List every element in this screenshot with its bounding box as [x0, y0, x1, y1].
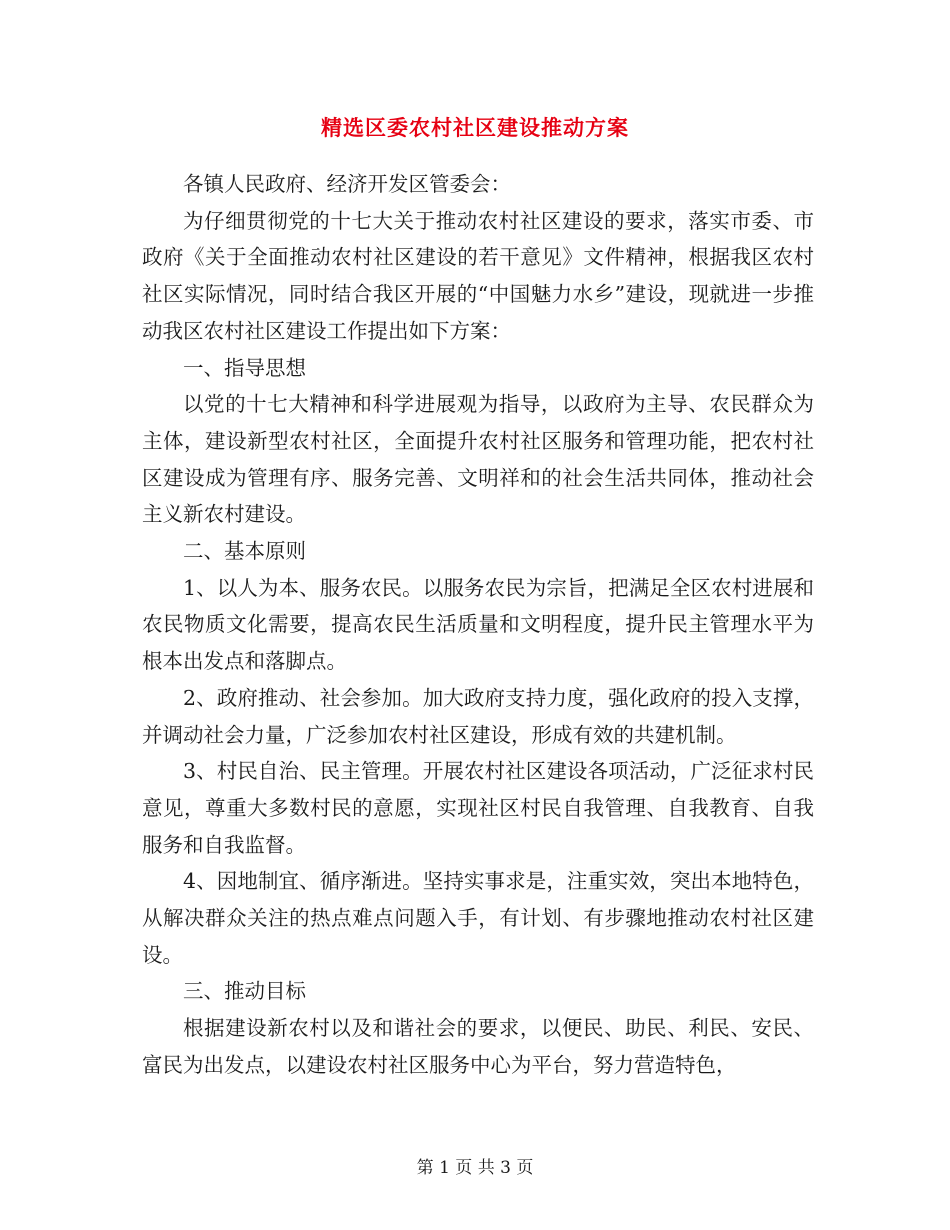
principle-4-paragraph: 4、因地制宜、循序渐进。坚持实事求是，注重实效，突出本地特色，从解决群众关注的热点难点问题入手，有计划、有步骤地推动农村社区建设。 — [142, 869, 814, 967]
salutation-paragraph: 各镇人民政府、经济开发区管委会： — [183, 172, 511, 196]
page-footer: 第 1 页 共 3 页 — [416, 1158, 534, 1178]
document-body — [142, 166, 814, 1084]
guiding-thought-paragraph: 以党的十七大精神和科学进展观为指导，以政府为主导、农民群众为主体，建设新型农村社区，全面提升农村社区服务和管理功能，把农村社区建设成为管理有序、服务完善、文明祥和的社会生活共同体，推动社会主义新农村建设。 — [142, 392, 814, 527]
intro-paragraph: 为仔细贯彻党的十七大关于推动农村社区建设的要求，落实市委、市政府《关于全面推动农村社区建设的若干意见》文件精神，根据我区农村社区实际情况，同时结合我区开展的“中国魅力水乡”建设，现就进一步推动我区农村社区建设工作提出如下方案： — [142, 208, 814, 343]
principle-3-paragraph: 3、村民自治、民主管理。开展农村社区建设各项活动，广泛征求村民意见，尊重大多数村民的意愿，实现社区村民自我管理、自我教育、自我服务和自我监督。 — [142, 759, 814, 857]
document-title: 精选区委农村社区建设推动方案 — [321, 116, 629, 140]
section-heading-basic-principles: 二、基本原则 — [183, 539, 306, 564]
principle-1-paragraph: 1、以人为本、服务农民。以服务农民为宗旨，把满足全区农村进展和农民物质文化需要，提高农民生活质量和文明程度，提升民主管理水平为根本出发点和落脚点。 — [142, 575, 814, 674]
principle-2-paragraph: 2、政府推动、社会参加。加大政府支持力度，强化政府的投入支撑，并调动社会力量，广泛参加农村社区建设，形成有效的共建机制。 — [142, 685, 814, 747]
section-heading-goals: 三、推动目标 — [183, 979, 306, 1004]
goals-paragraph: 根据建设新农村以及和谐社会的要求，以便民、助民、利民、安民、富民为出发点，以建设农村社区服务中心为平台，努力营造特色， — [142, 1016, 814, 1077]
section-heading-guiding-thought: 一、指导思想 — [183, 355, 306, 380]
